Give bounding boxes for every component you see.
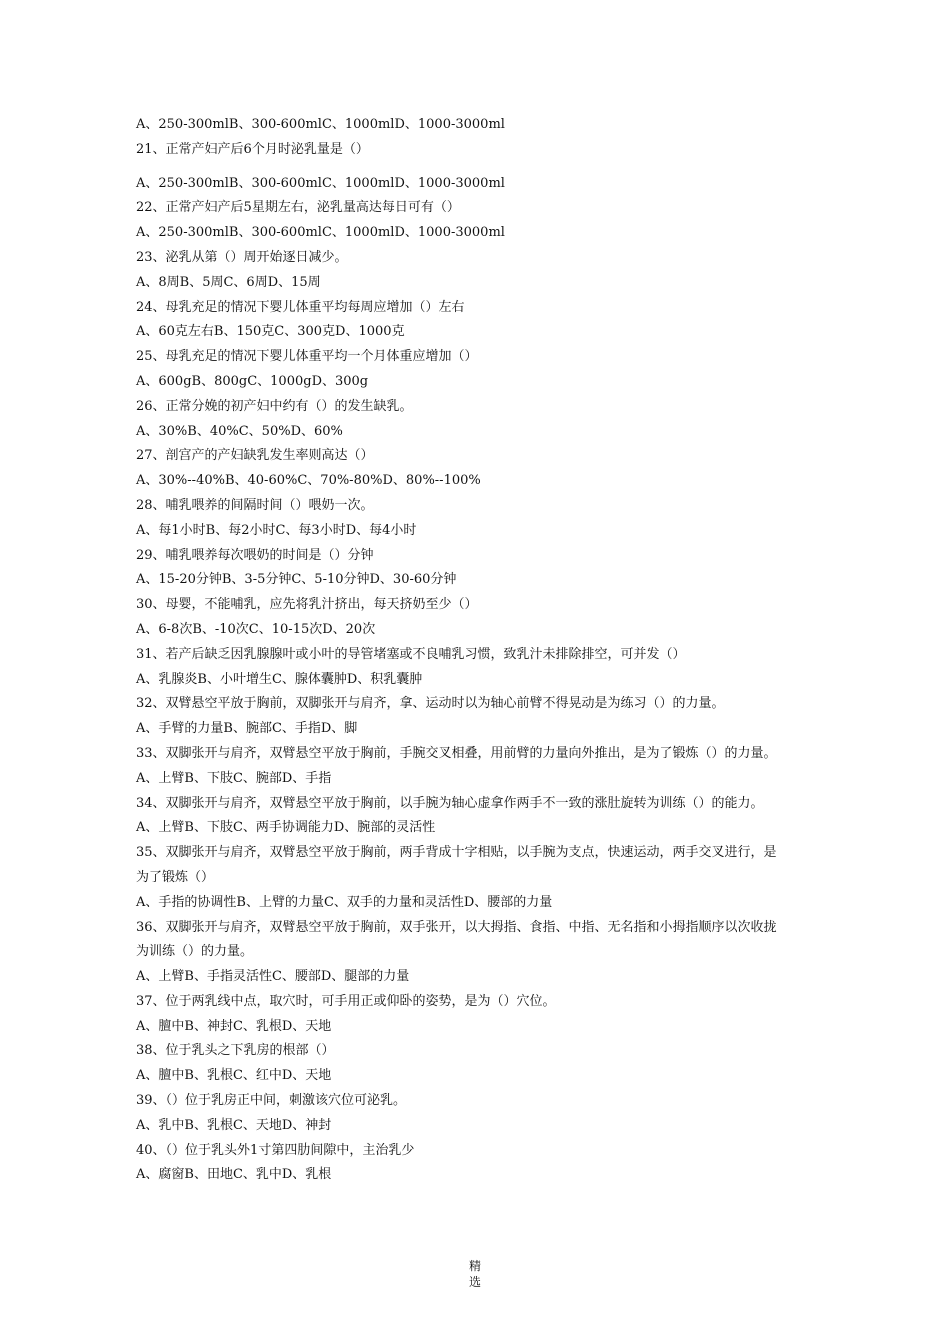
text-line: A、250-300mlB、300-600mlC、1000mlD、1000-3000ml [136, 225, 505, 241]
text-line: 29、哺乳喂养每次喂奶的时间是（）分钟 [136, 547, 374, 563]
text-line: 21、正常产妇产后6个月时泌乳量是（） [136, 141, 369, 157]
text-line: A、乳中B、乳根C、天地D、神封 [136, 1117, 332, 1133]
text-line: A、60克左右B、150克C、300克D、1000克 [136, 324, 405, 340]
text-line: 22、正常产妇产后5星期左右，泌乳量高达每日可有（） [136, 200, 460, 216]
text-line: A、上臂B、手指灵活性C、腰部D、腿部的力量 [136, 969, 410, 985]
text-line: A、手臂的力量B、腕部C、手指D、脚 [136, 721, 358, 737]
text-line: A、600gB、800gC、1000gD、300g [136, 373, 369, 389]
text-line: 为训练（）的力量。 [136, 944, 254, 960]
text-line: 27、剖宫产的产妇缺乳发生率则高达（） [136, 448, 374, 464]
text-line: A、乳腺炎B、小叶增生C、腺体囊肿D、积乳囊肿 [136, 671, 423, 687]
text-line: 33、双脚张开与肩齐，双臂悬空平放于胸前，手腕交叉相叠，用前臂的力量向外推出，是为了锻炼（）的力量。 [136, 745, 777, 761]
text-line: 37、位于两乳线中点，取穴时，可手用正或仰卧的姿势，是为（）穴位。 [136, 993, 556, 1009]
footer-line-1: 精 [468, 1259, 481, 1273]
text-line: 35、双脚张开与肩齐，双臂悬空平放于胸前，两手背成十字相贴，以手腕为支点，快速运动，两手交叉进行，是 [136, 845, 777, 861]
text-line: A、30%--40%B、40-60%C、70%-80%D、80%--100% [136, 473, 481, 489]
text-line: 25、母乳充足的情况下婴儿体重平均一个月体重应增加（） [136, 349, 478, 365]
text-line: 23、泌乳从第（）周开始逐日减少。 [136, 249, 348, 265]
text-line: A、250-300mlB、300-600mlC、1000mlD、1000-3000ml [136, 175, 505, 191]
text-line: 26、正常分娩的初产妇中约有（）的发生缺乳。 [136, 398, 413, 414]
text-line: 为了锻炼（） [136, 869, 215, 885]
text-line: A、上臂B、下肢C、腕部D、手指 [136, 770, 332, 786]
text-line: 36、双脚张开与肩齐，双臂悬空平放于胸前，双手张开，以大拇指、食指、中指、无名指和小拇指顺序以次收拢 [136, 919, 777, 935]
text-line: A、手指的协调性B、上臂的力量C、双手的力量和灵活性D、腰部的力量 [136, 894, 553, 910]
footer-line-2: 选 [468, 1275, 481, 1289]
text-line: A、30%B、40%C、50%D、60% [136, 423, 343, 439]
text-line: A、15-20分钟B、3-5分钟C、5-10分钟D、30-60分钟 [136, 572, 457, 588]
text-line: A、上臂B、下肢C、两手协调能力D、腕部的灵活性 [136, 820, 436, 836]
text-line: 39、（）位于乳房正中间，刺激该穴位可泌乳。 [136, 1093, 407, 1109]
text-line: A、膻中B、乳根C、红中D、天地 [136, 1068, 332, 1084]
text-line: A、膻中B、神封C、乳根D、天地 [136, 1018, 332, 1034]
question-list [136, 113, 826, 1188]
text-line: 30、母婴，不能哺乳，应先将乳汁挤出，每天挤奶至少（） [136, 597, 478, 613]
page-footer [0, 1258, 950, 1290]
text-line: 34、双脚张开与肩齐，双臂悬空平放于胸前，以手腕为轴心虚拿作两手不一致的涨肚旋转为训练（）的能力。 [136, 795, 764, 811]
text-line: 40、（）位于乳头外1寸第四肋间隙中，主治乳少 [136, 1142, 415, 1158]
text-line: A、250-300mlB、300-600mlC、1000mlD、1000-3000ml [136, 117, 505, 132]
text-line: A、每1小时B、每2小时C、每3小时D、每4小时 [136, 522, 417, 538]
text-line: A、腐窗B、田地C、乳中D、乳根 [136, 1167, 332, 1183]
text-line: A、8周B、5周C、6周D、15周 [136, 274, 321, 290]
text-line: 24、母乳充足的情况下婴儿体重平均每周应增加（）左右 [136, 299, 465, 315]
text-line: 28、哺乳喂养的间隔时间（）喂奶一次。 [136, 497, 374, 513]
text-line: 38、位于乳头之下乳房的根部（） [136, 1043, 335, 1059]
text-line: A、6-8次B、-10次C、10-15次D、20次 [136, 621, 376, 637]
text-line: 31、若产后缺乏因乳腺腺叶或小叶的导管堵塞或不良哺乳习惯，致乳汁未排除排空，可并发（） [136, 646, 686, 662]
text-line: 32、双臂悬空平放于胸前，双脚张开与肩齐，拿、运动时以为轴心前臂不得晃动是为练习（）的力量。 [136, 696, 725, 712]
